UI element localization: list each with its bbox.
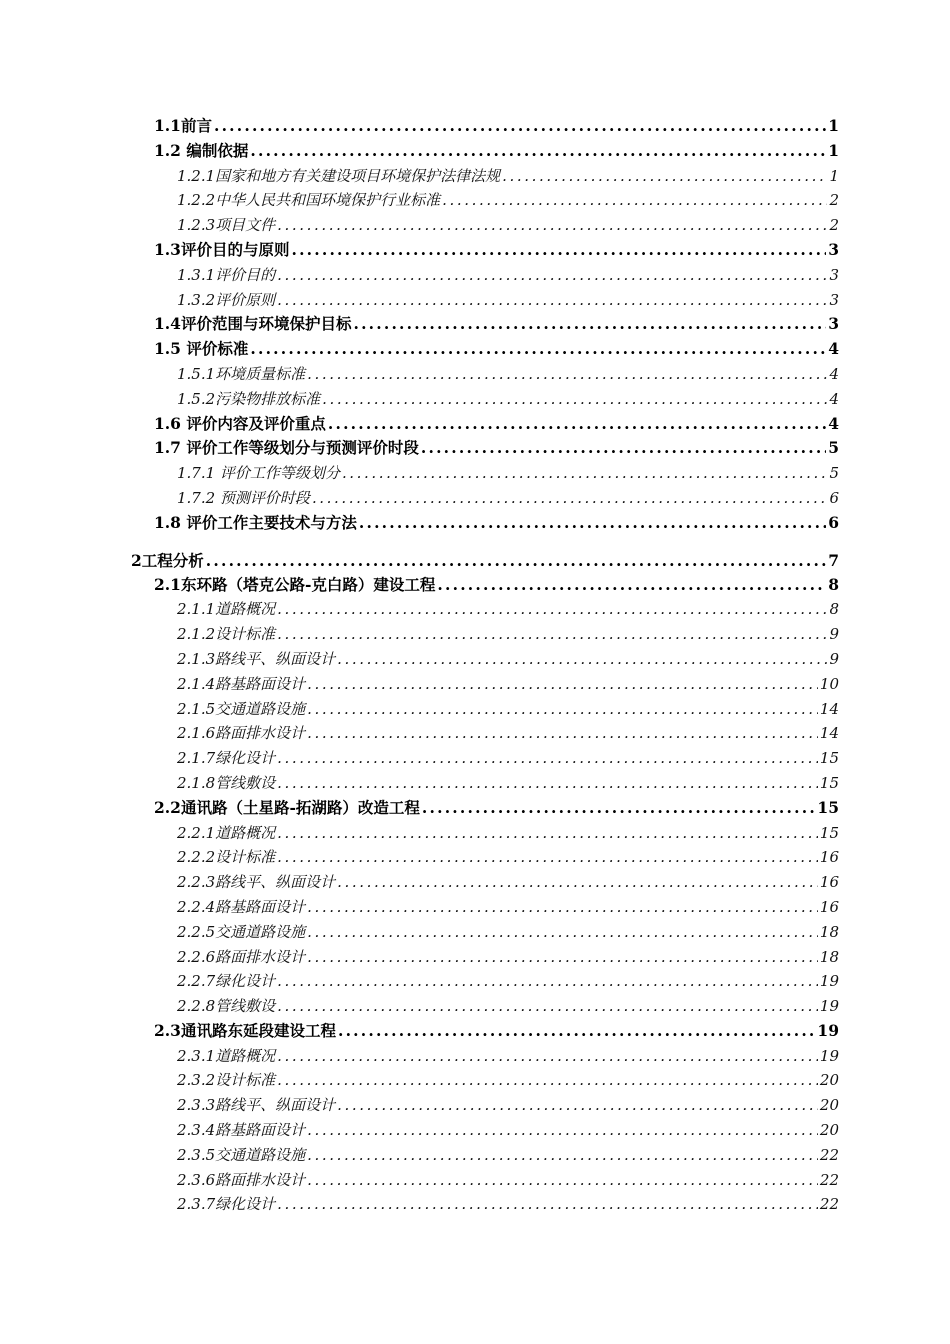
toc-entry-title: 1.7.2 预测评价时段 [177,488,310,507]
toc-entry-title: 1.7.1 评价工作等级划分 [177,464,340,483]
toc-page-number: 9 [829,625,839,644]
toc-dot-leader [277,994,818,1019]
toc-entry-title: 1.3.1评价目的 [177,265,276,284]
toc-page-number: 1 [828,116,839,135]
toc-page-number: 22 [819,1170,839,1189]
toc-entry[interactable] [0,721,950,746]
toc-page-number: 9 [829,649,839,668]
toc-page-number: 4 [828,413,839,433]
toc-page-number: 18 [819,947,839,966]
toc-entry[interactable] [0,1143,950,1168]
table-of-contents [0,114,950,1217]
toc-entry-title: 1.5.2污染物排放标准 [177,389,321,408]
toc-entry[interactable] [0,1093,950,1118]
toc-dot-leader [437,573,826,598]
toc-entry-title: 2.2.6路面排水设计 [177,947,306,966]
toc-page-number: 3 [828,239,839,259]
toc-page-number: 3 [828,314,839,334]
toc-page-number: 16 [819,897,839,916]
toc-entry-title: 2.3通讯路东延段建设工程 [154,1020,336,1040]
toc-page-number: 8 [829,600,839,619]
toc-dot-leader [353,312,826,337]
toc-page-number: 20 [819,1121,839,1140]
toc-entry-title: 2.1.8管线敷设 [177,773,276,792]
toc-entry-title: 2.1.5交通道路设施 [177,699,306,718]
toc-dot-leader [250,337,826,362]
toc-dot-leader [277,821,818,846]
toc-page-number: 22 [819,1195,839,1214]
toc-dot-leader [338,1019,815,1044]
toc-dot-leader [307,895,818,920]
toc-page-number: 5 [828,438,839,458]
toc-entry-title: 1.8 评价工作主要技术与方法 [154,512,357,532]
toc-entry[interactable] [0,188,950,213]
toc-entry[interactable] [0,312,950,337]
toc-page-number: 19 [817,1020,839,1040]
toc-entry-title: 2.3.2设计标准 [177,1071,276,1090]
toc-entry-title: 2.3.4路基路面设计 [177,1121,306,1140]
toc-entry[interactable] [0,622,950,647]
toc-page-number: 7 [828,550,839,570]
toc-entry-title: 1.2.2中华人民共和国环境保护行业标准 [177,191,441,210]
toc-page-number: 3 [829,290,839,309]
toc-entry[interactable] [0,870,950,895]
toc-entry-title: 2.2.3路线平、纵面设计 [177,873,336,892]
toc-entry-title: 1.3.2评价原则 [177,290,276,309]
toc-dot-leader [277,263,827,288]
toc-entry[interactable] [0,1192,950,1217]
toc-page-number: 20 [819,1071,839,1090]
toc-page-number: 15 [817,797,839,817]
toc-page-number: 22 [819,1145,839,1164]
toc-page-number: 2 [829,191,839,210]
toc-page-number: 16 [819,873,839,892]
toc-page-number: 1 [828,140,839,160]
toc-entry-title: 2.1.4路基路面设计 [177,674,306,693]
toc-page-number: 18 [819,922,839,941]
toc-dot-leader [277,969,818,994]
toc-entry-title: 2.1.2设计标准 [177,625,276,644]
toc-entry[interactable] [0,672,950,697]
toc-entry[interactable] [0,288,950,313]
toc-page-number: 4 [829,389,839,408]
toc-dot-leader [359,511,826,536]
toc-entry[interactable] [0,486,950,511]
toc-entry-title: 1.5 评价标准 [154,339,249,359]
toc-page-number: 15 [819,749,839,768]
toc-entry[interactable] [0,1068,950,1093]
toc-entry[interactable] [0,238,950,263]
toc-entry-title: 2.2.1道路概况 [177,823,276,842]
toc-entry-title: 2.1东环路（塔克公路-克白路）建设工程 [154,574,436,594]
toc-dot-leader [277,771,818,796]
toc-entry-title: 1.4评价范围与环境保护目标 [154,314,352,334]
toc-entry[interactable] [0,994,950,1019]
toc-dot-leader [337,1093,818,1118]
toc-entry-title: 2.2.5交通道路设施 [177,922,306,941]
toc-entry-title: 2.2.7绿化设计 [177,972,276,991]
toc-dot-leader [277,746,818,771]
toc-page-number: 15 [819,773,839,792]
toc-dot-leader [291,238,826,263]
toc-dot-leader [337,647,827,672]
toc-entry-title: 1.5.1环境质量标准 [177,364,306,383]
toc-dot-leader [307,945,818,970]
toc-dot-leader [322,387,827,412]
toc-entry-title: 2.1.3路线平、纵面设计 [177,649,336,668]
toc-entry-title: 1.3评价目的与原则 [154,239,290,259]
toc-page-number: 19 [819,997,839,1016]
toc-entry-title: 1.6 评价内容及评价重点 [154,413,326,433]
toc-entry-title: 2.1.6路面排水设计 [177,724,306,743]
toc-dot-leader [277,1044,818,1069]
toc-dot-leader [277,213,827,238]
toc-dot-leader [307,920,818,945]
toc-entry[interactable] [0,362,950,387]
toc-dot-leader [442,188,827,213]
toc-entry-title: 2.3.5交通道路设施 [177,1145,306,1164]
toc-dot-leader [307,672,818,697]
toc-entry-title: 2.1.7绿化设计 [177,749,276,768]
toc-entry-title: 2工程分析 [131,550,204,570]
toc-entry[interactable] [0,969,950,994]
toc-dot-leader [307,1118,818,1143]
toc-page-number: 6 [829,488,839,507]
toc-entry[interactable] [0,412,950,437]
toc-dot-leader [337,870,818,895]
toc-page-number: 8 [828,574,839,594]
toc-entry-title: 2.3.1道路概况 [177,1046,276,1065]
toc-entry-title: 1.1前言 [154,116,212,135]
toc-dot-leader [250,139,826,164]
toc-entry[interactable] [0,213,950,238]
toc-entry[interactable] [0,337,950,362]
toc-entry[interactable] [0,746,950,771]
toc-page-number: 15 [819,823,839,842]
toc-dot-leader [307,697,818,722]
toc-entry[interactable] [0,895,950,920]
toc-dot-leader [421,436,826,461]
toc-entry[interactable] [0,164,950,189]
toc-entry-title: 2.2.2设计标准 [177,848,276,867]
toc-dot-leader [277,845,818,870]
toc-page-number: 19 [819,972,839,991]
toc-entry[interactable] [0,114,950,139]
toc-entry[interactable] [0,1044,950,1069]
toc-dot-leader [307,1143,818,1168]
toc-entry[interactable] [0,771,950,796]
toc-dot-leader [307,721,818,746]
toc-page-number: 4 [829,364,839,383]
toc-entry[interactable] [0,1118,950,1143]
toc-page-number: 10 [819,674,839,693]
toc-entry-title: 1.2.1国家和地方有关建设项目环境保护法律法规 [177,166,501,185]
toc-entry[interactable] [0,1019,950,1044]
toc-entry-title: 1.2 编制依据 [154,140,249,160]
toc-entry[interactable] [0,461,950,486]
toc-page-number: 3 [829,265,839,284]
toc-page-number: 16 [819,848,839,867]
toc-page-number: 19 [819,1046,839,1065]
toc-dot-leader [502,164,827,189]
toc-entry-title: 2.3.3路线平、纵面设计 [177,1096,336,1115]
toc-dot-leader [277,597,827,622]
toc-dot-leader [277,288,827,313]
toc-dot-leader [422,796,816,821]
toc-entry[interactable] [0,263,950,288]
toc-entry-title: 2.1.1道路概况 [177,600,276,619]
toc-entry[interactable] [0,821,950,846]
toc-page-number: 14 [819,724,839,743]
toc-entry-title: 2.2.4路基路面设计 [177,897,306,916]
toc-entry[interactable] [0,387,950,412]
toc-dot-leader [214,114,826,139]
toc-dot-leader [277,1192,818,1217]
toc-entry[interactable] [0,511,950,536]
toc-entry[interactable] [0,697,950,722]
toc-entry-title: 2.3.6路面排水设计 [177,1170,306,1189]
toc-entry[interactable] [0,945,950,970]
toc-entry[interactable] [0,647,950,672]
toc-entry[interactable] [0,796,950,821]
toc-entry-title: 1.2.3项目文件 [177,216,276,235]
toc-dot-leader [307,1168,818,1193]
toc-entry-title: 2.2通讯路（土星路-拓湖路）改造工程 [154,797,420,817]
toc-dot-leader [277,1068,818,1093]
toc-entry[interactable] [0,597,950,622]
toc-page-number: 1 [829,166,839,185]
toc-dot-leader [328,412,826,437]
toc-page-number: 20 [819,1096,839,1115]
toc-entry[interactable] [0,436,950,461]
toc-entry-title: 1.7 评价工作等级划分与预测评价时段 [154,438,419,458]
toc-page-number: 6 [828,512,839,532]
toc-dot-leader [312,486,828,511]
toc-entry[interactable] [0,139,950,164]
toc-entry-title: 2.3.7绿化设计 [177,1195,276,1214]
toc-entry[interactable] [0,920,950,945]
toc-entry[interactable] [0,845,950,870]
toc-entry-title: 2.2.8管线敷设 [177,997,276,1016]
toc-page-number: 5 [829,464,839,483]
toc-dot-leader [277,622,827,647]
toc-entry[interactable] [0,536,950,573]
toc-entry[interactable] [0,1168,950,1193]
toc-dot-leader [307,362,827,387]
toc-page-number: 14 [819,699,839,718]
toc-page-number: 4 [828,339,839,359]
toc-dot-leader [342,461,828,486]
toc-page-number: 2 [829,216,839,235]
